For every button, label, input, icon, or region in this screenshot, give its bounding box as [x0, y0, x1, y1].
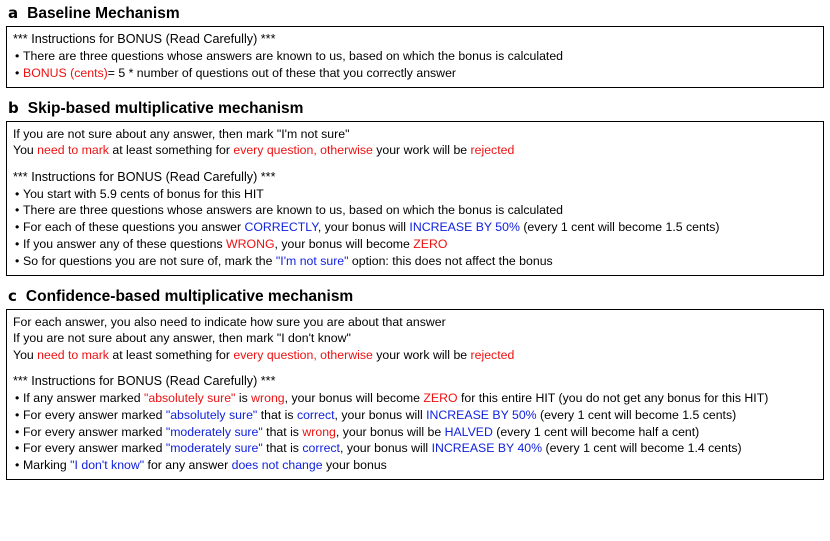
text-span: that is: [257, 407, 297, 422]
bullet-item: [13, 186, 817, 203]
text-span: You start with 5.9 cents of bonus for this HIT: [23, 186, 264, 201]
bullet-dot-icon: •: [15, 220, 20, 235]
text-span: correct: [296, 407, 335, 422]
text-span: There are three questions whose answers are known to us, based on which the bonus is calculated: [23, 49, 564, 63]
panel-b-box: [6, 121, 824, 276]
bullet-item: [13, 390, 817, 407]
bullet-dot-icon: •: [15, 253, 20, 268]
text-span: INCREASE BY 50%: [409, 220, 520, 235]
bullet-item: [13, 253, 817, 270]
text-span: wrong: [251, 391, 285, 406]
text-span: There are three questions whose answers are known to us, based on which the bonus is calculated: [23, 203, 564, 218]
panel-b-title: [8, 99, 824, 118]
text-span: For every answer marked: [23, 424, 166, 439]
text-span: is: [235, 391, 252, 406]
panel-b-intro: [13, 126, 817, 159]
panel-b-instructions-header: *** Instructions for BONUS (Read Carefully) ***: [13, 169, 276, 184]
text-span: If you are not sure about any answer, then mark "I'm not sure": [13, 126, 350, 141]
text-span: need to mark: [37, 143, 109, 158]
text-span: , your bonus will become: [274, 236, 414, 251]
text-span: "moderately sure": [165, 441, 263, 456]
text-span: rejected: [470, 347, 515, 362]
instruction-line: [13, 314, 817, 331]
bullet-dot-icon: •: [15, 65, 20, 80]
text-span: rejected: [470, 143, 515, 158]
text-span: If you answer any of these questions: [23, 236, 227, 251]
bullet-item: [13, 407, 817, 424]
text-span: your bonus: [322, 458, 387, 473]
text-span: your work will be: [372, 347, 471, 362]
bullet-item: [13, 219, 817, 236]
bullet-dot-icon: •: [15, 186, 20, 201]
text-span: Marking: [23, 458, 71, 473]
text-span: , your bonus will: [334, 407, 427, 422]
text-span: "I don't know": [70, 458, 145, 473]
panel-a-bullets: [13, 48, 817, 82]
text-span: , your bonus will be: [335, 424, 445, 439]
text-span: that is: [262, 424, 303, 439]
bullet-item: [13, 202, 817, 219]
text-span: , your bonus will: [317, 220, 410, 235]
panel-c-intro: [13, 314, 817, 364]
panel-a-title: [8, 4, 824, 23]
panel-c-instructions-header: *** Instructions for BONUS (Read Carefully) ***: [13, 374, 276, 389]
text-span: , your bonus will become: [284, 391, 424, 406]
text-span: BONUS (cents): [23, 65, 108, 80]
bullet-dot-icon: •: [15, 203, 20, 218]
panel-a-instructions-header: *** Instructions for BONUS (Read Carefully) ***: [13, 32, 276, 46]
panel-b-spacer: [13, 159, 817, 169]
text-span: (every 1 cent will become 1.5 cents): [536, 407, 737, 422]
text-span: ZERO: [423, 391, 458, 406]
text-span: , otherwise: [313, 347, 373, 362]
text-span: WRONG: [226, 236, 275, 251]
text-span: "I'm not sure": [275, 253, 349, 268]
panel-b: [6, 99, 824, 276]
panel-a-heading: Baseline Mechanism: [27, 5, 180, 22]
text-span: at least something for: [108, 143, 234, 158]
text-span: = 5 * number of questions out of these that you correctly answer: [107, 65, 456, 80]
text-span: (every 1 cent will become half a cent): [492, 424, 700, 439]
text-span: CORRECTLY: [244, 220, 318, 235]
text-span: "absolutely sure": [143, 391, 236, 406]
panel-a-box: [6, 26, 824, 88]
bullet-item: [13, 236, 817, 253]
text-span: , your bonus will: [339, 441, 432, 456]
bullet-dot-icon: •: [15, 407, 20, 422]
text-span: does not change: [231, 458, 323, 473]
text-span: need to mark: [37, 347, 109, 362]
panel-a-letter: a: [8, 4, 19, 22]
bullet-item: [13, 65, 817, 82]
text-span: (every 1 cent will become 1.4 cents): [542, 441, 742, 456]
bullet-item: [13, 457, 817, 474]
bullet-dot-icon: •: [15, 424, 20, 439]
text-span: HALVED: [444, 424, 493, 439]
text-span: your work will be: [372, 143, 471, 158]
bullet-dot-icon: •: [15, 49, 20, 63]
panel-c-heading: Confidence-based multiplicative mechanism: [25, 287, 354, 305]
text-span: at least something for: [108, 347, 234, 362]
bullet-dot-icon: •: [15, 441, 20, 456]
text-span: "absolutely sure": [165, 407, 258, 422]
text-span: "moderately sure": [165, 424, 263, 439]
text-span: every question: [233, 143, 314, 158]
text-span: option: this does not affect the bonus: [348, 253, 553, 268]
instruction-line: [13, 330, 817, 347]
text-span: for any answer: [144, 458, 232, 473]
bullet-item: [13, 48, 817, 65]
text-span: For every answer marked: [23, 407, 166, 422]
text-span: (every 1 cent will become 1.5 cents): [519, 220, 720, 235]
panel-c-bullets: [13, 390, 817, 474]
panel-b-bullets: [13, 186, 817, 270]
text-span: correct: [302, 441, 340, 456]
text-span: For every answer marked: [23, 441, 166, 456]
instruction-line: [13, 347, 817, 364]
panel-b-heading: Skip-based multiplicative mechanism: [27, 99, 304, 117]
bullet-item: [13, 424, 817, 441]
text-span: For each answer, you also need to indicate how sure you are about that answer: [13, 314, 446, 329]
instruction-line: [13, 142, 817, 159]
panel-c-box: [6, 309, 824, 480]
text-span: INCREASE BY 40%: [431, 441, 543, 456]
text-span: ZERO: [413, 236, 448, 251]
panel-c-letter: c: [8, 286, 17, 305]
text-span: INCREASE BY 50%: [426, 407, 537, 422]
instruction-line: [13, 126, 817, 143]
bullet-dot-icon: •: [15, 458, 20, 473]
text-span: You: [13, 347, 38, 362]
bullet-item: [13, 440, 817, 457]
text-span: , otherwise: [313, 143, 373, 158]
text-span: If you are not sure about any answer, then mark "I don't know": [13, 331, 351, 346]
text-span: So for questions you are not sure of, mark the: [23, 253, 276, 268]
text-span: For each of these questions you answer: [23, 220, 245, 235]
text-span: for this entire HIT (you do not get any bonus for this HIT): [457, 391, 769, 406]
bullet-dot-icon: •: [15, 391, 20, 406]
text-span: every question: [233, 347, 314, 362]
panel-c: [6, 287, 824, 480]
bullet-dot-icon: •: [15, 236, 20, 251]
panel-c-title: [8, 287, 824, 306]
text-span: wrong: [302, 424, 336, 439]
text-span: You: [13, 143, 38, 158]
text-span: If any answer marked: [23, 391, 144, 406]
panel-a: [6, 4, 824, 88]
panel-b-letter: b: [8, 98, 19, 117]
text-span: that is: [262, 441, 303, 456]
panel-c-spacer: [13, 363, 817, 373]
